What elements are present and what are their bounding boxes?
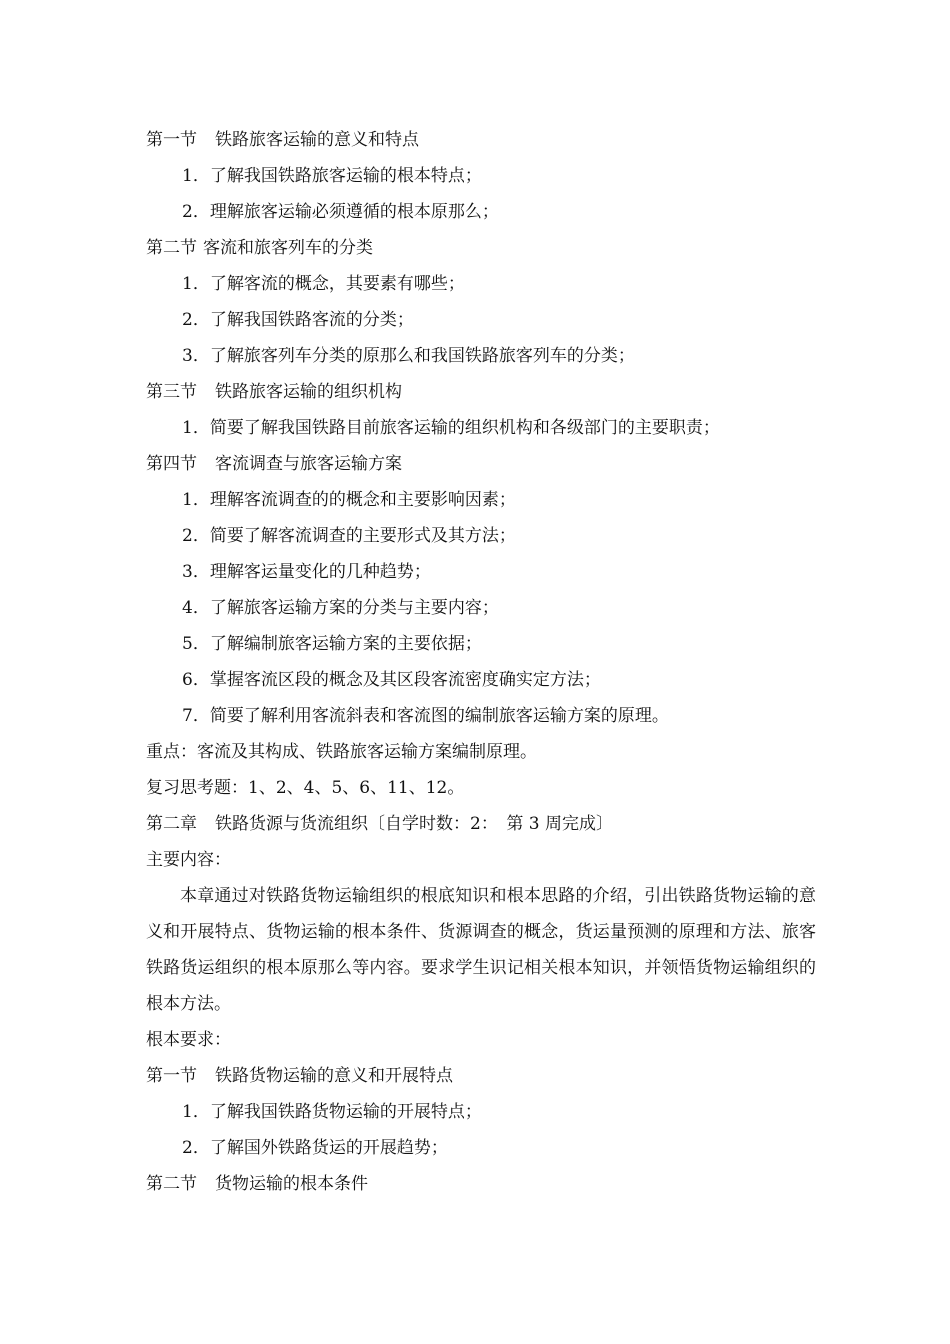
list-item: 1．了解我国铁路旅客运输的根本特点； (182, 166, 482, 186)
section-heading-c2-2 (146, 1166, 816, 1202)
list-item: 1．简要了解我国铁路目前旅客运输的组织机构和各级部门的主要职责； (182, 418, 720, 438)
section-title: 客流和旅客列车的分类 (203, 238, 373, 258)
list-item: 1．了解我国铁路货物运输的开展特点； (182, 1102, 482, 1122)
section-number: 第一节 (146, 130, 197, 150)
section-heading-c2-1 (146, 1058, 816, 1094)
section-heading-1 (146, 122, 816, 158)
review-questions: 复习思考题：1、2、4、5、6、11、12。 (146, 778, 465, 798)
list-item: 7．简要了解利用客流斜表和客流图的编制旅客运输方案的原理。 (182, 706, 669, 726)
list-item: 6．掌握客流区段的概念及其区段客流密度确实定方法； (182, 670, 601, 690)
section-number: 第二节 (146, 238, 197, 258)
section-number: 第三节 (146, 382, 197, 402)
chapter-heading (146, 806, 816, 842)
list-item: 1．了解客流的概念，其要素有哪些； (182, 274, 465, 294)
chapter-number: 第二章 (146, 814, 197, 834)
section-heading-2 (146, 230, 816, 266)
list-item: 3．理解客运量变化的几种趋势； (182, 562, 431, 582)
section-number: 第四节 (146, 454, 197, 474)
section-title: 铁路货物运输的意义和开展特点 (215, 1066, 453, 1086)
main-content-label: 主要内容： (146, 850, 231, 870)
list-item: 5．了解编制旅客运输方案的主要依据； (182, 634, 482, 654)
section-heading-3 (146, 374, 816, 410)
list-item: 3．了解旅客列车分类的原那么和我国铁路旅客列车的分类； (182, 346, 635, 366)
list-item: 2．理解旅客运输必须遵循的根本原那么； (182, 202, 499, 222)
section-number: 第二节 (146, 1174, 197, 1194)
section-title: 铁路旅客运输的组织机构 (215, 382, 402, 402)
list-item: 4．了解旅客运输方案的分类与主要内容； (182, 598, 499, 618)
section-heading-4 (146, 446, 816, 482)
list-item: 1．理解客流调查的的概念和主要影响因素； (182, 490, 516, 510)
section-title: 客流调查与旅客运输方案 (215, 454, 402, 474)
document-body (146, 122, 816, 1202)
key-points: 重点：客流及其构成、铁路旅客运输方案编制原理。 (146, 742, 537, 762)
list-item: 2．了解我国铁路客流的分类； (182, 310, 414, 330)
section-number: 第一节 (146, 1066, 197, 1086)
section-title: 铁路旅客运输的意义和特点 (215, 130, 419, 150)
list-item: 2．简要了解客流调查的主要形式及其方法； (182, 526, 516, 546)
chapter-title: 铁路货源与货流组织〔自学时数：2： 第 3 周完成〕 (215, 814, 613, 834)
section-title: 货物运输的根本条件 (215, 1174, 368, 1194)
basic-requirements-label: 根本要求： (146, 1030, 231, 1050)
list-item: 2．了解国外铁路货运的开展趋势； (182, 1138, 448, 1158)
chapter-summary-paragraph: 本章通过对铁路货物运输组织的根底知识和根本思路的介绍，引出铁路货物运输的意义和开展特点、货物运输的根本条件、货源调查的概念，货运量预测的原理和方法、旅客铁路货运组织的根本原那么等内容。要求学生识记相关根本知识，并领悟货物运输组织的根本方法。 (146, 886, 816, 1014)
